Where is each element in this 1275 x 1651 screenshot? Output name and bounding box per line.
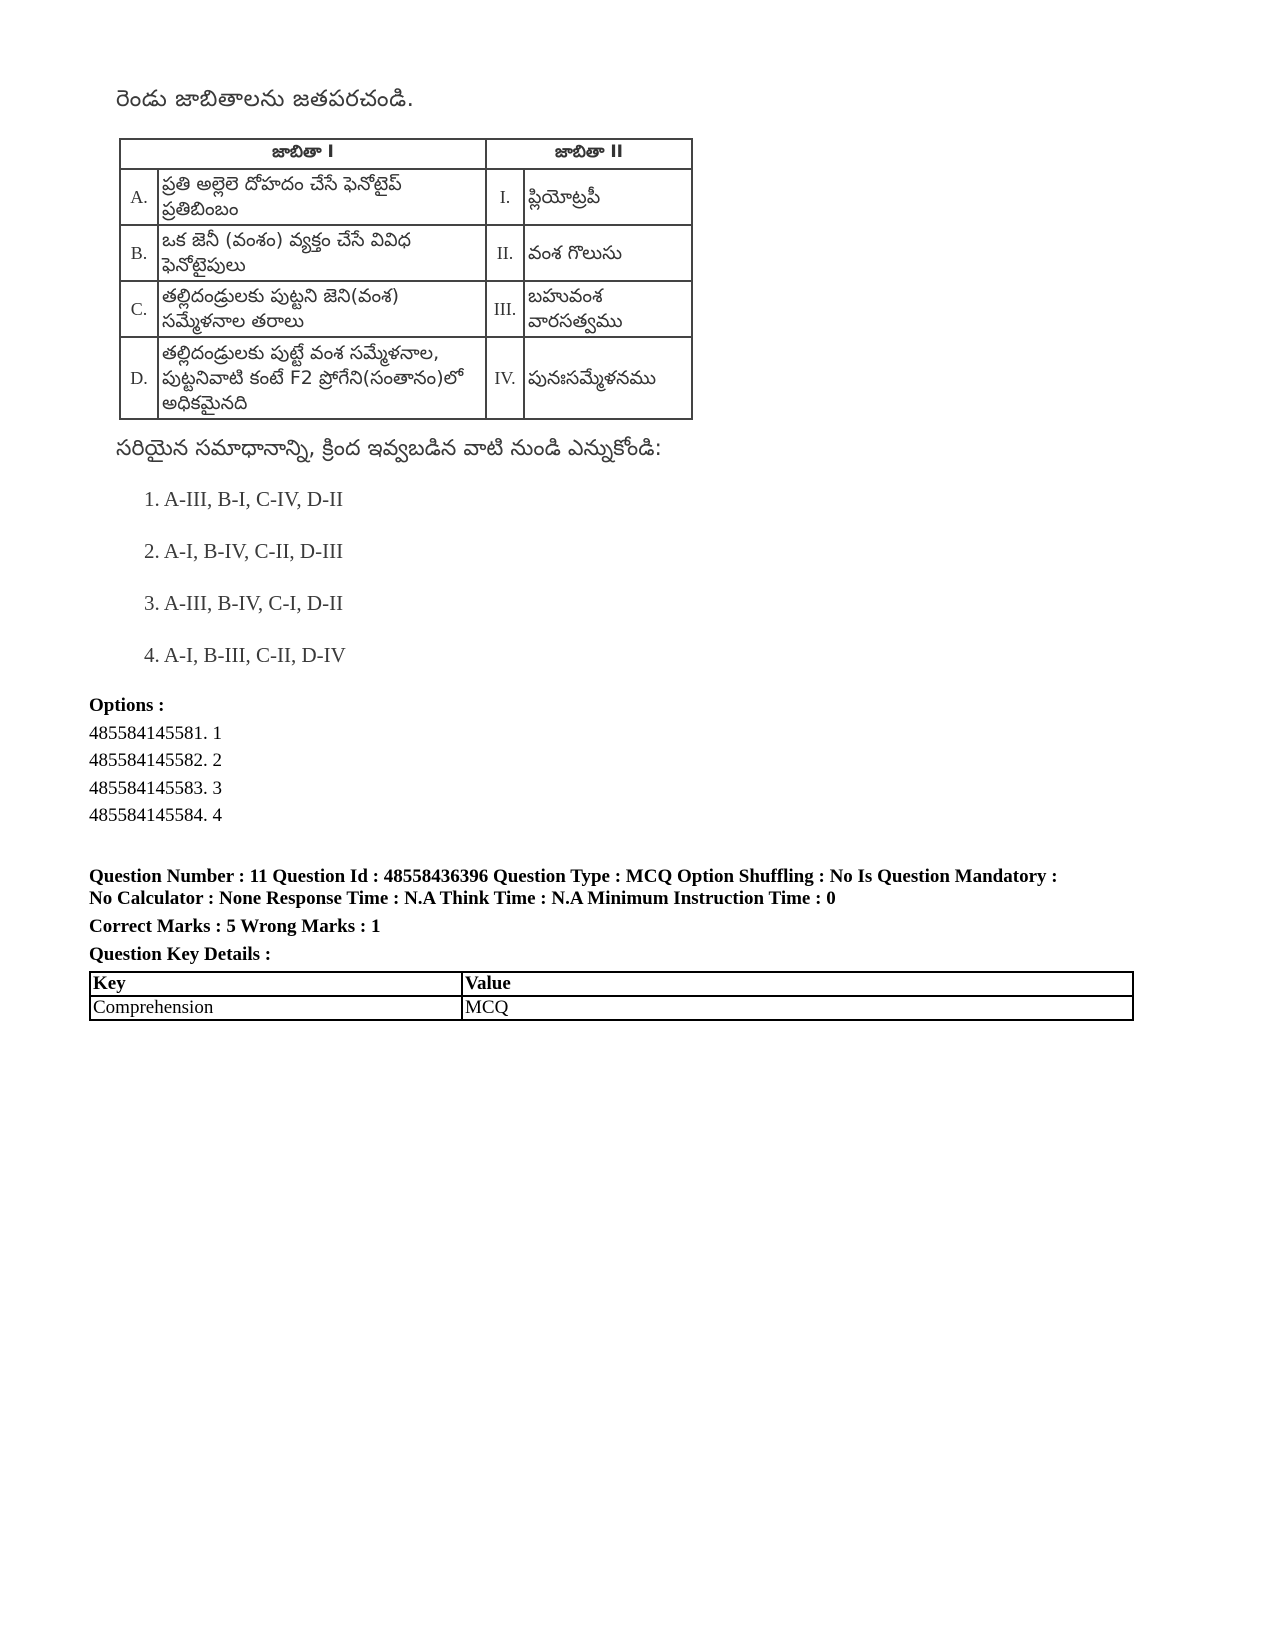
table-cell-value: MCQ	[462, 996, 1133, 1020]
question-meta-line: Question Number : 11 Question Id : 48558436396 Question Type : MCQ Option Shuffling : No Is Question Mandatory :	[89, 866, 1058, 887]
answer-choice: 4. A-I, B-III, C-II, D-IV	[144, 643, 346, 667]
right-label: II.	[486, 225, 524, 281]
match-row	[120, 169, 692, 225]
list-1-header: జాబితా I	[120, 139, 486, 169]
left-text: ఒక జెనీ (వంశం) వ్యక్తం చేసే వివిధ ఫెనోటైపులు	[158, 225, 486, 281]
options-heading: Options :	[89, 695, 165, 716]
left-text: తల్లిదండ్రులకు పుట్టని జెని(వంశ) సమ్మేళనాల తరాలు	[158, 281, 486, 337]
right-text: బహువంశ వారసత్వము	[524, 281, 692, 337]
column-header-value: Value	[462, 972, 1133, 996]
option-item: 485584145584. 4	[89, 805, 222, 826]
question-meta-line: No Calculator : None Response Time : N.A Think Time : N.A Minimum Instruction Time : 0	[89, 888, 836, 909]
option-item: 485584145583. 3	[89, 777, 222, 799]
left-label: C.	[120, 281, 158, 337]
answer-choice: 1. A-III, B-I, C-IV, D-II	[144, 487, 344, 511]
question-prompt: సరియైన సమాధానాన్ని, క్రింద ఇవ్వబడిన వాటి నుండి ఎన్నుకోండి:	[116, 436, 662, 461]
answer-choices	[144, 486, 346, 694]
answer-choice: 2. A-I, B-IV, C-II, D-III	[144, 539, 344, 563]
left-text: తల్లిదండ్రులకు పుట్టే వంశ సమ్మేళనాల, పుట్టనివాటి కంటే F2 ప్రోగేని(సంతానం)లో అధికమైనది	[158, 337, 486, 419]
match-row	[120, 281, 692, 337]
left-label: D.	[120, 337, 158, 419]
list-2-header: జాబితా II	[486, 139, 692, 169]
match-row	[120, 337, 692, 419]
right-text: పునఃసమ్మేళనము	[524, 337, 692, 419]
match-row	[120, 225, 692, 281]
answer-choice: 3. A-III, B-IV, C-I, D-II	[144, 591, 344, 615]
key-details-heading: Question Key Details :	[89, 944, 272, 965]
table-row	[90, 996, 1133, 1020]
right-text: ప్లియోట్రపీ	[524, 169, 692, 225]
left-label: A.	[120, 169, 158, 225]
match-table	[119, 138, 693, 420]
right-label: I.	[486, 169, 524, 225]
left-label: B.	[120, 225, 158, 281]
table-cell-key: Comprehension	[90, 996, 462, 1020]
options-section	[89, 692, 222, 830]
question-meta	[89, 866, 1149, 966]
option-item: 485584145581. 1	[89, 722, 222, 744]
column-header-key: Key	[90, 972, 462, 996]
marks-line: Correct Marks : 5 Wrong Marks : 1	[89, 916, 381, 937]
left-text: ప్రతి అల్లెలె దోహదం చేసే ఫెనోటైప్ ప్రతిబింబం	[158, 169, 486, 225]
option-item: 485584145582. 2	[89, 750, 222, 771]
right-text: వంశ గొలుసు	[524, 225, 692, 281]
table-header-row	[90, 972, 1133, 996]
key-details-table	[89, 971, 1134, 1021]
right-label: III.	[486, 281, 524, 337]
question-instruction: రెండు జాబితాలను జతపరచండి.	[116, 86, 415, 112]
right-label: IV.	[486, 337, 524, 419]
